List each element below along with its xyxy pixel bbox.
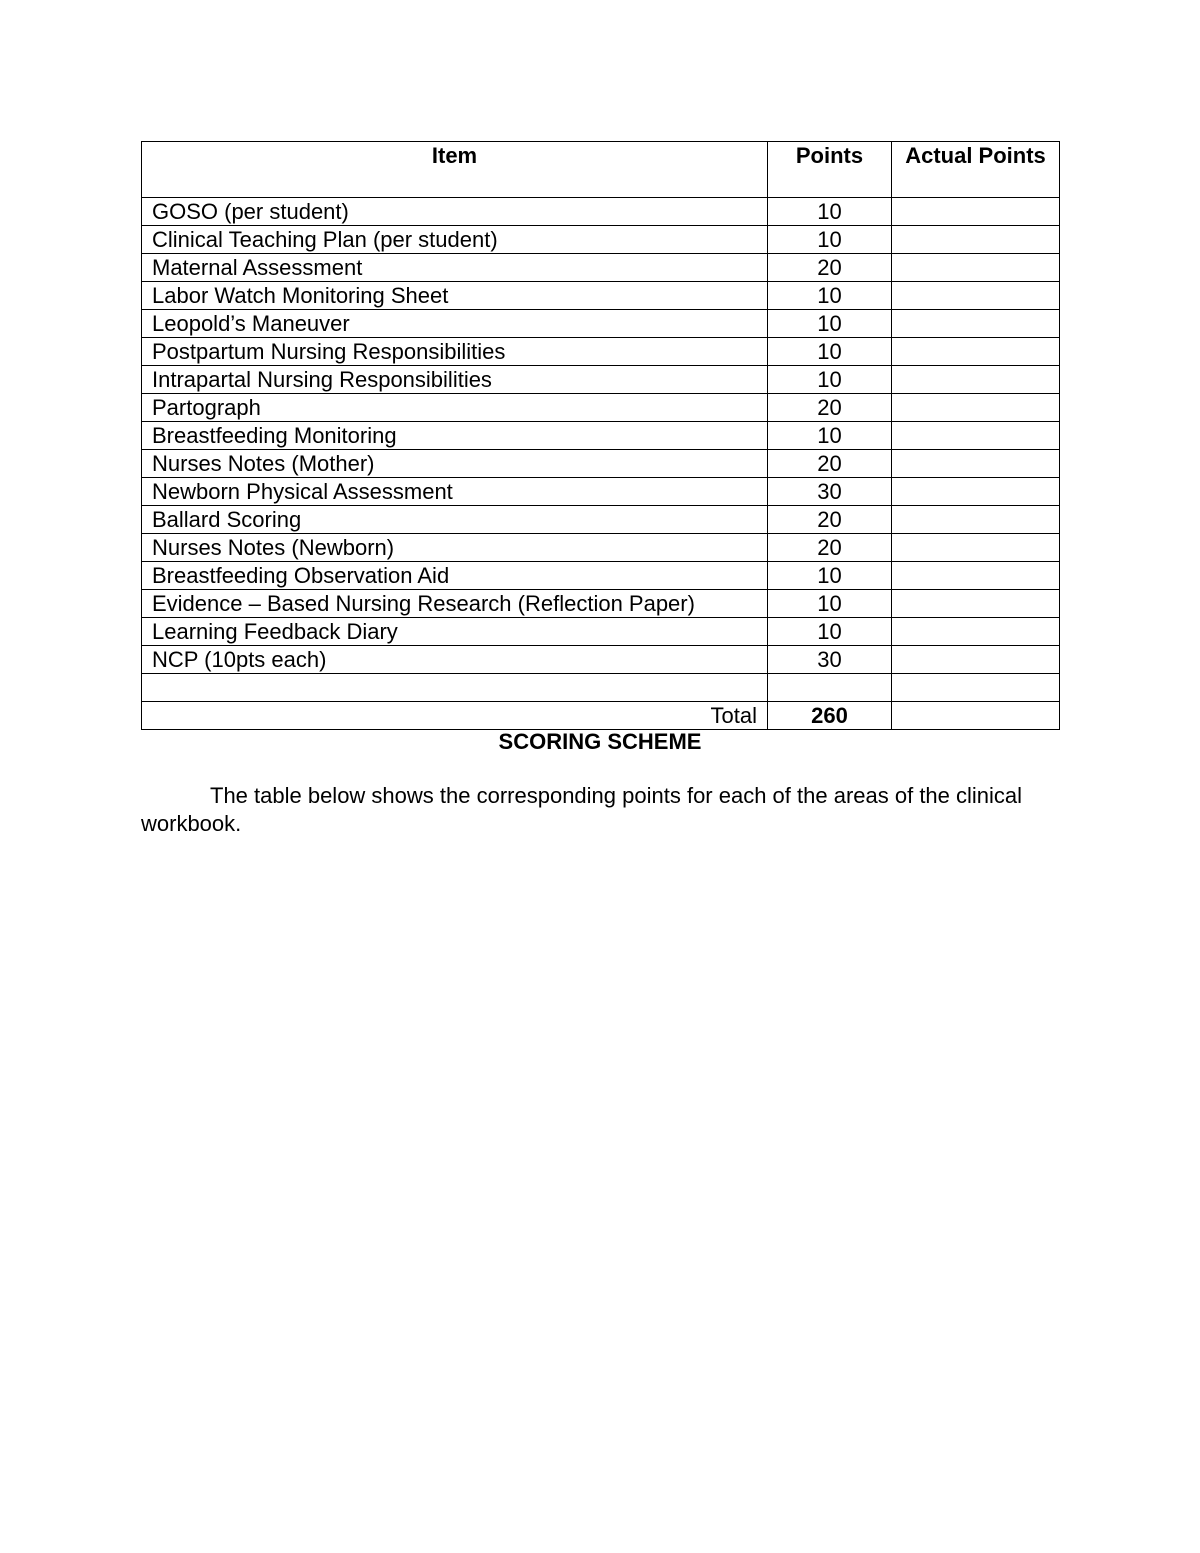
row-points: 10 [768,338,892,366]
row-item: Evidence – Based Nursing Research (Reflection Paper) [142,590,768,618]
row-actual-points [892,198,1060,226]
row-points: 10 [768,422,892,450]
header-item: Item [142,142,768,198]
row-actual-points [892,422,1060,450]
row-points: 30 [768,646,892,674]
row-actual-points [892,506,1060,534]
total-actual-points [892,702,1060,730]
row-item: Clinical Teaching Plan (per student) [142,226,768,254]
table-header-row [142,142,1060,198]
table-row [142,590,1060,618]
table-row [142,506,1060,534]
row-actual-points [892,646,1060,674]
total-label: Total [142,702,768,730]
row-points: 10 [768,198,892,226]
table-row [142,366,1060,394]
row-item: Breastfeeding Monitoring [142,422,768,450]
table-row [142,310,1060,338]
row-points: 20 [768,506,892,534]
row-points: 10 [768,282,892,310]
row-item: Nurses Notes (Mother) [142,450,768,478]
table-row [142,338,1060,366]
table-row [142,674,1060,702]
row-actual-points [892,478,1060,506]
table-row [142,478,1060,506]
row-item: Breastfeeding Observation Aid [142,562,768,590]
row-points: 10 [768,310,892,338]
row-actual-points [892,310,1060,338]
row-actual-points [892,254,1060,282]
row-actual-points [892,562,1060,590]
row-item: Leopold’s Maneuver [142,310,768,338]
row-points: 30 [768,478,892,506]
table-row [142,618,1060,646]
row-points [768,674,892,702]
row-actual-points [892,674,1060,702]
row-points: 20 [768,450,892,478]
row-points: 20 [768,534,892,562]
table-row [142,394,1060,422]
row-item: Maternal Assessment [142,254,768,282]
row-points: 10 [768,226,892,254]
header-points: Points [768,142,892,198]
row-actual-points [892,534,1060,562]
intro-paragraph: The table below shows the corresponding points for each of the areas of the clinical workbook. [141,783,1023,836]
table-row [142,282,1060,310]
row-item [142,674,768,702]
table-row [142,450,1060,478]
table-row [142,198,1060,226]
row-actual-points [892,590,1060,618]
row-actual-points [892,282,1060,310]
row-actual-points [892,226,1060,254]
table-row [142,534,1060,562]
row-actual-points [892,338,1060,366]
row-points: 10 [768,618,892,646]
header-actual-points: Actual Points [892,142,1060,198]
table-row [142,646,1060,674]
row-points: 10 [768,562,892,590]
scoring-table [141,141,1060,730]
row-item: GOSO (per student) [142,198,768,226]
table-row [142,422,1060,450]
row-points: 10 [768,366,892,394]
row-item: Ballard Scoring [142,506,768,534]
row-item: Partograph [142,394,768,422]
row-item: Postpartum Nursing Responsibilities [142,338,768,366]
total-row [142,702,1060,730]
table-row [142,226,1060,254]
section-heading: SCORING SCHEME [498,729,702,754]
total-points: 260 [768,702,892,730]
table-row [142,562,1060,590]
row-actual-points [892,394,1060,422]
row-item: Intrapartal Nursing Responsibilities [142,366,768,394]
row-actual-points [892,450,1060,478]
row-item: NCP (10pts each) [142,646,768,674]
row-item: Newborn Physical Assessment [142,478,768,506]
row-item: Nurses Notes (Newborn) [142,534,768,562]
table-row [142,254,1060,282]
row-points: 20 [768,394,892,422]
row-actual-points [892,366,1060,394]
row-actual-points [892,618,1060,646]
row-points: 20 [768,254,892,282]
row-item: Learning Feedback Diary [142,618,768,646]
row-item: Labor Watch Monitoring Sheet [142,282,768,310]
table-body [142,198,1060,702]
row-points: 10 [768,590,892,618]
